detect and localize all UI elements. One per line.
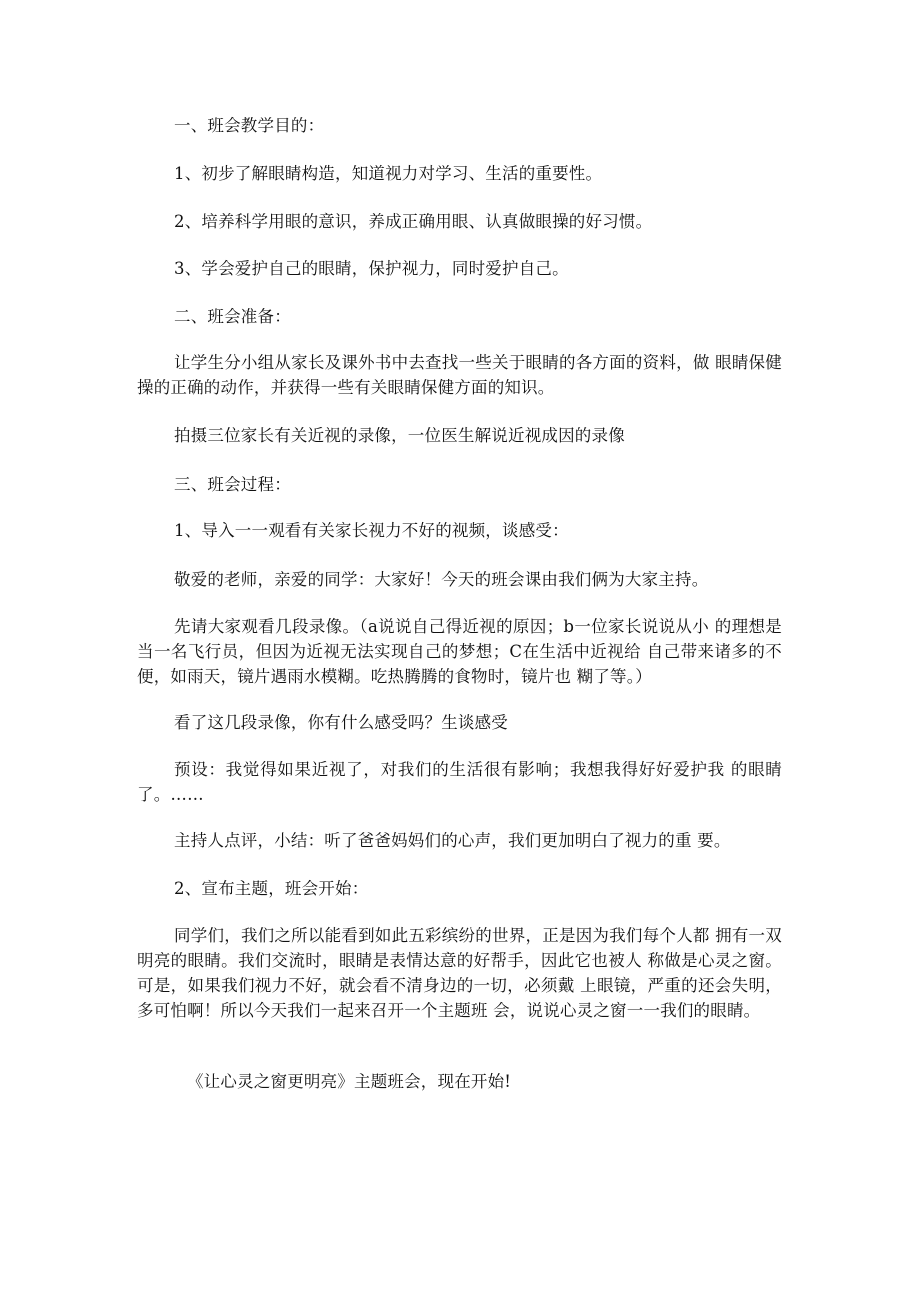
section-heading-objectives: 一、班会教学目的： xyxy=(174,116,325,135)
objective-item-3: 3、学会爱护自己的眼睛，保护视力，同时爱护自己。 xyxy=(174,259,569,278)
objective-item-1: 1、初步了解眼睛构造，知道视力对学习、生活的重要性。 xyxy=(174,164,603,183)
preparation-paragraph-1: 让学生分小组从家长及课外书中去查找一些关于眼睛的各方面的资料，做 眼睛保健操的正确的动作，并获得一些有关眼睛保健方面的知识。 xyxy=(137,353,782,397)
meeting-start-paragraph: 《让心灵之窗更明亮》主题班会，现在开始! xyxy=(187,1072,512,1091)
host-summary-paragraph: 主持人点评，小结：听了爸爸妈妈们的心声，我们更加明白了视力的重 要。 xyxy=(174,831,731,850)
video-description-paragraph: 先请大家观看几段录像。（a说说自己得近视的原因；b一位家长说说从小 的理想是当一名飞行员，但因为近视无法实现自己的梦想；C在生活中近视给 自己带来诸多的不便，如雨天，镜片遇雨水模糊。吃热腾腾的食物时，镜片也 糊了等。） xyxy=(137,617,782,686)
process-step-2-heading: 2、宣布主题，班会开始： xyxy=(174,879,369,898)
expected-answer-paragraph: 预设：我觉得如果近视了，对我们的生活很有影响；我想我得好好爱护我 的眼睛了。…… xyxy=(137,760,782,804)
objective-item-2: 2、培养科学用眼的意识，养成正确用眼、认真做眼操的好习惯。 xyxy=(174,212,653,231)
process-step-1-heading: 1、导入一一观看有关家长视力不好的视频，谈感受： xyxy=(174,521,569,540)
section-heading-preparation: 二、班会准备： xyxy=(174,307,291,326)
section-heading-process: 三、班会过程： xyxy=(174,475,291,494)
feelings-question-paragraph: 看了这几段录像，你有什么感受吗？生谈感受 xyxy=(174,713,508,732)
preparation-paragraph-2: 拍摄三位家长有关近视的录像，一位医生解说近视成因的录像 xyxy=(174,426,625,445)
theme-introduction-paragraph: 同学们，我们之所以能看到如此五彩缤纷的世界，正是因为我们每个人都 拥有一双明亮的眼睛。我们交流时，眼睛是表情达意的好帮手，因此它也被人 称做是心灵之窗。可是，如果我们视力不好，就会看不清身边的一切，必须戴 上眼镜，严重的还会失明，多可怕啊！所以今天我们一起来召开一个主题班 会，说说心灵之窗一一我们的眼睛。 xyxy=(137,926,782,1020)
host-greeting-paragraph: 敬爱的老师，亲爱的同学：大家好！今天的班会课由我们俩为大家主持。 xyxy=(174,570,709,589)
